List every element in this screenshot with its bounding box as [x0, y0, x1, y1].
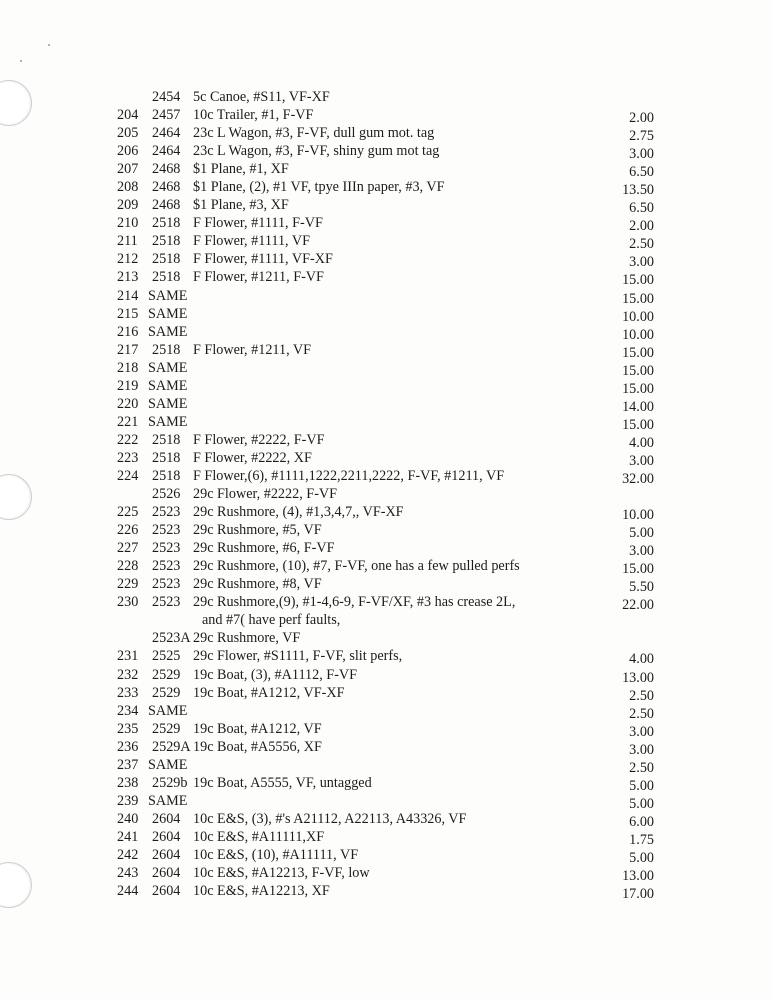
- item-description: F Flower, #1111, VF-XF: [193, 251, 333, 268]
- scott-number: SAME: [148, 359, 188, 376]
- scott-number: 2604: [152, 828, 181, 845]
- lot-number: 232: [117, 666, 139, 683]
- scott-number: 2518: [152, 467, 181, 484]
- price: 3.00: [629, 452, 654, 469]
- list-item: [0, 88, 772, 106]
- lot-number: 230: [117, 594, 139, 611]
- lot-number: 235: [117, 720, 139, 737]
- item-description: 23c L Wagon, #3, F-VF, dull gum mot. tag: [193, 125, 435, 142]
- price: 3.00: [629, 723, 654, 740]
- price: 10.00: [622, 308, 654, 325]
- speck: [48, 44, 50, 46]
- lot-number: 242: [117, 846, 139, 863]
- lot-number: 205: [117, 125, 139, 142]
- lot-number: 214: [117, 287, 139, 304]
- scott-number: 2518: [152, 251, 181, 268]
- lot-number: 236: [117, 738, 139, 755]
- item-description: 10c Trailer, #1, F-VF: [193, 107, 314, 124]
- list-item: [0, 142, 772, 163]
- lot-number: 237: [117, 756, 139, 773]
- list-item: [0, 485, 772, 503]
- stamp-price-list: [0, 88, 772, 903]
- lot-number: 209: [117, 197, 139, 214]
- list-item: [0, 214, 772, 235]
- lot-number: 241: [117, 828, 139, 845]
- price: 13.00: [622, 669, 654, 686]
- price: 15.00: [622, 344, 654, 361]
- item-description: F Flower, #1111, VF: [193, 233, 311, 250]
- price: 15.00: [622, 561, 654, 578]
- list-item: [0, 611, 772, 629]
- item-description: 29c Rushmore, #5, VF: [193, 522, 322, 539]
- price: 2.50: [629, 705, 654, 722]
- price: 10.00: [622, 326, 654, 343]
- list-item: [0, 521, 772, 542]
- lot-number: 229: [117, 576, 139, 593]
- scott-number: 2464: [152, 143, 181, 160]
- item-description: F Flower, #1211, F-VF: [193, 269, 324, 286]
- price: 15.00: [622, 362, 654, 379]
- list-item: [0, 846, 772, 864]
- price: 14.00: [622, 398, 654, 415]
- list-item: [0, 323, 772, 341]
- scott-number: 2604: [152, 810, 181, 827]
- list-item: [0, 250, 772, 271]
- scott-number: 2604: [152, 883, 181, 900]
- price: 3.00: [629, 741, 654, 758]
- list-item: [0, 720, 772, 738]
- lot-number: 238: [117, 774, 139, 791]
- lot-number: 233: [117, 684, 139, 701]
- list-item: [0, 413, 772, 431]
- lot-number: 206: [117, 143, 139, 160]
- price: 2.50: [629, 236, 654, 253]
- price: 1.75: [629, 831, 654, 848]
- list-item: [0, 124, 772, 145]
- lot-number: 244: [117, 883, 139, 900]
- lot-number: 216: [117, 323, 139, 340]
- lot-number: 228: [117, 558, 139, 575]
- scott-number: 2523: [152, 594, 181, 611]
- list-item: [0, 341, 772, 359]
- item-description: 19c Boat, #A1212, VF-XF: [193, 684, 345, 701]
- list-item: [0, 395, 772, 413]
- price: 13.00: [622, 868, 654, 885]
- scott-number: 2529: [152, 684, 181, 701]
- price: 2.00: [629, 218, 654, 235]
- scott-number: 2523: [152, 540, 181, 557]
- lot-number: 218: [117, 359, 139, 376]
- item-description: 19c Boat, #A5556, XF: [193, 738, 322, 755]
- scott-number: 2518: [152, 215, 181, 232]
- scott-number: 2529: [152, 720, 181, 737]
- scott-number: 2518: [152, 449, 181, 466]
- list-item: [0, 503, 772, 524]
- list-item: [0, 449, 772, 467]
- item-description: F Flower, #1111, F-VF: [193, 215, 323, 232]
- item-description: F Flower, #2222, XF: [193, 449, 312, 466]
- price: 5.00: [629, 525, 654, 542]
- item-description: 10c E&S, (10), #A11111, VF: [193, 846, 359, 863]
- price: 5.00: [629, 849, 654, 866]
- lot-number: 243: [117, 865, 139, 882]
- scott-number: 2523: [152, 576, 181, 593]
- scott-number: 2529: [152, 666, 181, 683]
- list-item: [0, 756, 772, 774]
- scott-number: 2525: [152, 648, 181, 665]
- item-description: 10c E&S, (3), #'s A21112, A22113, A43326, VF: [193, 810, 467, 827]
- lot-number: 227: [117, 540, 139, 557]
- price: 6.50: [629, 200, 654, 217]
- item-description: 10c E&S, #A12213, F-VF, low: [193, 865, 370, 882]
- lot-number: 204: [117, 107, 139, 124]
- list-item: [0, 810, 772, 828]
- price: 4.00: [629, 434, 654, 451]
- price: 15.00: [622, 380, 654, 397]
- lot-number: 220: [117, 395, 139, 412]
- list-item: [0, 738, 772, 756]
- item-description: 5c Canoe, #S11, VF-XF: [193, 89, 330, 105]
- scott-number: 2454: [152, 89, 181, 105]
- list-item: [0, 575, 772, 596]
- lot-number: 231: [117, 648, 139, 665]
- scott-number: 2468: [152, 161, 181, 178]
- price: 5.50: [629, 579, 654, 596]
- item-description: and #7( have perf faults,: [202, 612, 341, 629]
- scott-number: 2523A: [152, 630, 191, 647]
- item-description: 10c E&S, #A12213, XF: [193, 883, 330, 900]
- scott-number: SAME: [148, 395, 188, 412]
- list-item: [0, 792, 772, 810]
- scott-number: 2518: [152, 431, 181, 448]
- price: 6.00: [629, 813, 654, 830]
- lot-number: 212: [117, 251, 139, 268]
- lot-number: 219: [117, 377, 139, 394]
- price: 5.00: [629, 795, 654, 812]
- price: 4.00: [629, 651, 654, 668]
- lot-number: 234: [117, 702, 139, 719]
- list-item: [0, 287, 772, 305]
- scott-number: 2468: [152, 179, 181, 196]
- item-description: F Flower,(6), #1111,1222,2211,2222, F-VF, #1211, VF: [193, 467, 505, 484]
- item-description: 29c Rushmore, #6, F-VF: [193, 540, 335, 557]
- price: 15.00: [622, 290, 654, 307]
- scott-number: 2523: [152, 558, 181, 575]
- item-description: 29c Flower, #2222, F-VF: [193, 486, 338, 503]
- list-item: [0, 178, 772, 199]
- lot-number: 211: [117, 233, 138, 250]
- item-description: $1 Plane, (2), #1 VF, tpye IIIn paper, #3, VF: [193, 179, 445, 196]
- list-item: [0, 702, 772, 720]
- lot-number: 223: [117, 449, 139, 466]
- price: 2.75: [629, 128, 654, 145]
- item-description: 19c Boat, #A1212, VF: [193, 720, 322, 737]
- list-item: [0, 629, 772, 647]
- speck: [20, 60, 22, 62]
- list-item: [0, 774, 772, 792]
- item-description: 19c Boat, (3), #A1112, F-VF: [193, 666, 358, 683]
- list-item: [0, 557, 772, 578]
- list-item: [0, 377, 772, 395]
- scott-number: SAME: [148, 377, 188, 394]
- list-item: [0, 864, 772, 885]
- lot-number: 240: [117, 810, 139, 827]
- item-description: 29c Rushmore, (4), #1,3,4,7,, VF-XF: [193, 504, 404, 521]
- scott-number: SAME: [148, 702, 188, 719]
- lot-number: 215: [117, 305, 139, 322]
- scott-number: SAME: [148, 287, 188, 304]
- scott-number: 2529b: [152, 774, 188, 791]
- item-description: $1 Plane, #3, XF: [193, 197, 289, 214]
- list-item: [0, 666, 772, 684]
- scott-number: SAME: [148, 413, 188, 430]
- lot-number: 210: [117, 215, 139, 232]
- lot-number: 226: [117, 522, 139, 539]
- item-description: 29c Rushmore,(9), #1-4,6-9, F-VF/XF, #3 has crease 2L,: [193, 594, 516, 611]
- scott-number: 2604: [152, 865, 181, 882]
- item-description: 29c Rushmore, #8, VF: [193, 576, 322, 593]
- scott-number: 2468: [152, 197, 181, 214]
- list-item: [0, 684, 772, 702]
- list-item: [0, 882, 772, 903]
- item-description: 29c Rushmore, VF: [193, 630, 301, 647]
- item-description: 19c Boat, A5555, VF, untagged: [193, 774, 372, 791]
- list-item: [0, 160, 772, 181]
- list-item: [0, 431, 772, 449]
- scott-number: 2518: [152, 341, 181, 358]
- lot-number: 213: [117, 269, 139, 286]
- item-description: 29c Flower, #S1111, F-VF, slit perfs,: [193, 648, 403, 665]
- scott-number: 2518: [152, 269, 181, 286]
- price: 5.00: [629, 777, 654, 794]
- list-item: [0, 828, 772, 846]
- scott-number: 2526: [152, 486, 181, 503]
- item-description: F Flower, #1211, VF: [193, 341, 312, 358]
- list-item: [0, 106, 772, 127]
- price: 17.00: [622, 886, 654, 903]
- scott-number: SAME: [148, 792, 188, 809]
- scott-number: 2464: [152, 125, 181, 142]
- price: 3.00: [629, 254, 654, 271]
- list-item: [0, 305, 772, 323]
- list-item: [0, 539, 772, 560]
- price: 2.50: [629, 687, 654, 704]
- item-description: 10c E&S, #A11111,XF: [193, 828, 325, 845]
- lot-number: 222: [117, 431, 139, 448]
- lot-number: 221: [117, 413, 139, 430]
- price: 2.00: [629, 110, 654, 127]
- item-description: 29c Rushmore, (10), #7, F-VF, one has a few pulled perfs: [193, 558, 520, 575]
- scott-number: SAME: [148, 305, 188, 322]
- scott-number: 2457: [152, 107, 181, 124]
- price: 6.50: [629, 164, 654, 181]
- list-item: [0, 232, 772, 253]
- scott-number: SAME: [148, 323, 188, 340]
- lot-number: 225: [117, 504, 139, 521]
- lot-number: 224: [117, 467, 139, 484]
- item-description: F Flower, #2222, F-VF: [193, 431, 325, 448]
- scott-number: 2523: [152, 522, 181, 539]
- scott-number: 2518: [152, 233, 181, 250]
- list-item: [0, 467, 772, 485]
- item-description: $1 Plane, #1, XF: [193, 161, 289, 178]
- price: 32.00: [622, 470, 654, 487]
- price: 15.00: [622, 272, 654, 289]
- price: 3.00: [629, 146, 654, 163]
- price: 2.50: [629, 759, 654, 776]
- list-item: [0, 647, 772, 668]
- price: 15.00: [622, 416, 654, 433]
- price: 13.50: [622, 182, 654, 199]
- scott-number: 2529A: [152, 738, 191, 755]
- list-item: [0, 593, 772, 614]
- lot-number: 207: [117, 161, 139, 178]
- lot-number: 208: [117, 179, 139, 196]
- list-item: [0, 196, 772, 217]
- lot-number: 217: [117, 341, 139, 358]
- list-item: [0, 359, 772, 377]
- scott-number: 2604: [152, 846, 181, 863]
- lot-number: 239: [117, 792, 139, 809]
- price: 10.00: [622, 507, 654, 524]
- list-item: [0, 268, 772, 289]
- item-description: 23c L Wagon, #3, F-VF, shiny gum mot tag: [193, 143, 440, 160]
- scott-number: 2523: [152, 504, 181, 521]
- scott-number: SAME: [148, 756, 188, 773]
- price: 22.00: [622, 597, 654, 614]
- price: 3.00: [629, 543, 654, 560]
